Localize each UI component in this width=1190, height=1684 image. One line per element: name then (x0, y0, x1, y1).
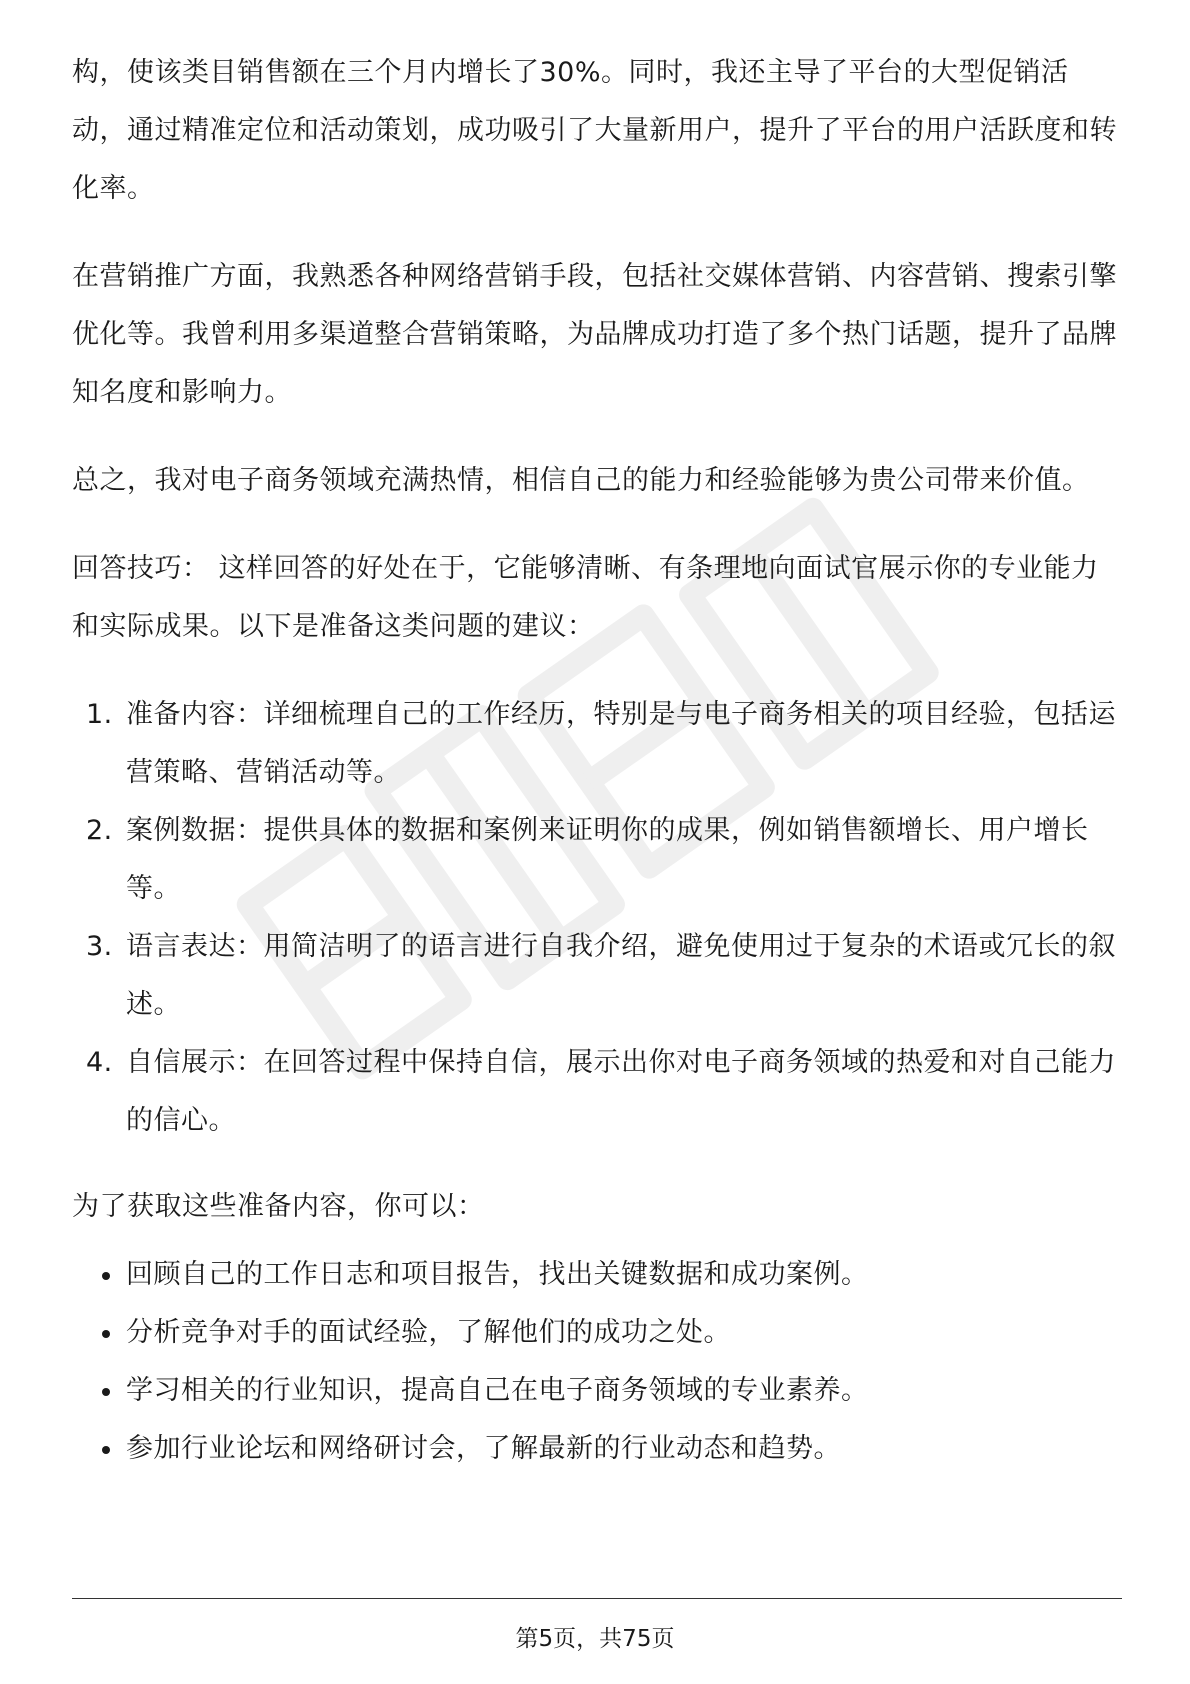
bullet-text: 参加行业论坛和网络研讨会，了解最新的行业动态和趋势。 (126, 1433, 841, 1464)
bullet-item (72, 1420, 1122, 1478)
page-number: 第5页，共75页 (515, 1626, 675, 1652)
bullet-dot-icon (102, 1330, 110, 1338)
tips-list (72, 686, 1122, 1150)
list-item (72, 1034, 1122, 1150)
paragraph-experience: 构，使该类目销售额在三个月内增长了30%。同时，我还主导了平台的大型促销活动，通过精准定位和活动策划，成功吸引了大量新用户，提升了平台的用户活跃度和转化率。 (72, 57, 1117, 204)
list-item (72, 686, 1122, 802)
list-item-text: 自信展示：在回答过程中保持自信，展示出你对电子商务领域的热爱和对自己能力的信心。 (126, 1047, 1116, 1136)
list-item (72, 918, 1122, 1034)
list-item-number: 1. (86, 699, 113, 730)
bullet-dot-icon (102, 1272, 110, 1280)
list-item-number: 2. (86, 815, 113, 846)
paragraph-answer-tips: 回答技巧： 这样回答的好处在于，它能够清晰、有条理地向面试官展示你的专业能力和实际成果。以下是准备这类问题的建议： (72, 553, 1099, 642)
footer-divider (72, 1598, 1122, 1599)
bullet-text: 学习相关的行业知识，提高自己在电子商务领域的专业素养。 (126, 1375, 869, 1406)
paragraph-prep-intro: 为了获取这些准备内容，你可以： (72, 1191, 485, 1222)
bullet-dot-icon (102, 1388, 110, 1396)
list-item-text: 案例数据：提供具体的数据和案例来证明你的成果，例如销售额增长、用户增长等。 (126, 815, 1089, 904)
bullet-text: 分析竞争对手的面试经验，了解他们的成功之处。 (126, 1317, 731, 1348)
bullet-item (72, 1362, 1122, 1420)
list-item-number: 4. (86, 1047, 113, 1078)
list-item-text: 语言表达：用简洁明了的语言进行自我介绍，避免使用过于复杂的术语或冗长的叙述。 (126, 931, 1116, 1020)
bullet-text: 回顾自己的工作日志和项目报告，找出关键数据和成功案例。 (126, 1259, 869, 1290)
prep-bullet-list (72, 1246, 1122, 1478)
list-item-text: 准备内容：详细梳理自己的工作经历，特别是与电子商务相关的项目经验，包括运营策略、营销活动等。 (126, 699, 1116, 788)
paragraph-marketing: 在营销推广方面，我熟悉各种网络营销手段，包括社交媒体营销、内容营销、搜索引擎优化等。我曾利用多渠道整合营销策略，为品牌成功打造了多个热门话题，提升了品牌知名度和影响力。 (72, 261, 1117, 408)
document-body (72, 44, 1122, 1478)
bullet-item (72, 1304, 1122, 1362)
bullet-dot-icon (102, 1446, 110, 1454)
list-item-number: 3. (86, 931, 113, 962)
paragraph-summary: 总之，我对电子商务领域充满热情，相信自己的能力和经验能够为贵公司带来价值。 (72, 465, 1090, 496)
bullet-item (72, 1246, 1122, 1304)
list-item (72, 802, 1122, 918)
